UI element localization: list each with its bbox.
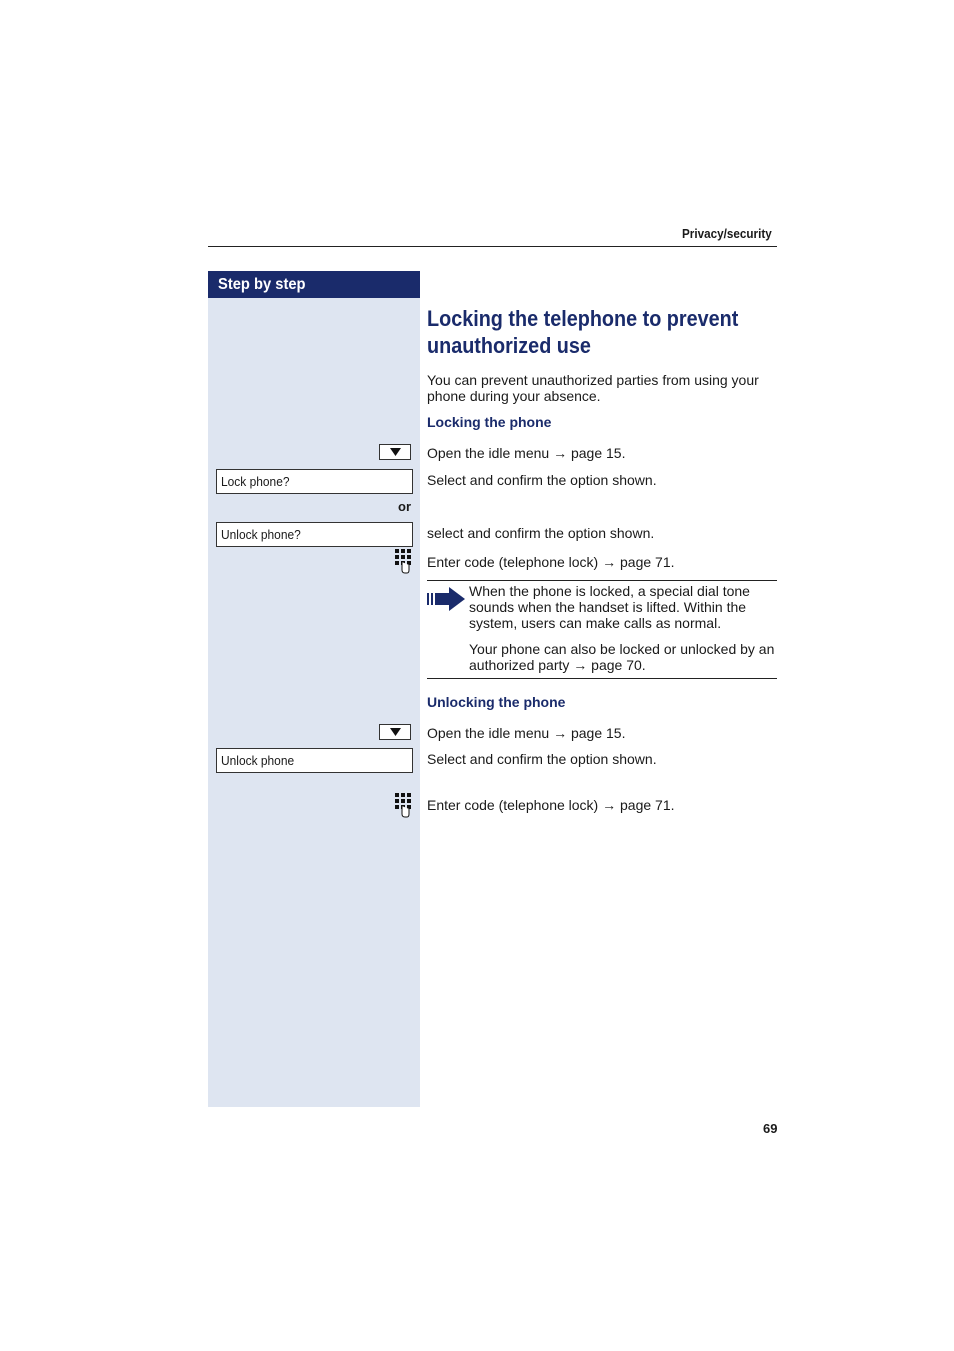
page-title-line2: unauthorized use — [427, 333, 591, 358]
note-paragraph-1 — [469, 583, 777, 631]
page-title — [427, 305, 777, 359]
note-arrow-icon — [427, 586, 465, 612]
step-by-step-sidebar — [208, 271, 420, 1107]
down-arrow-key-icon — [390, 448, 401, 456]
keypad-icon — [394, 548, 412, 574]
unlock-phone-option-label: Unlock phone? — [221, 527, 301, 542]
note-bottom-rule — [427, 678, 777, 679]
lock-phone-option[interactable] — [216, 469, 413, 494]
unlock-phone-option-2[interactable] — [216, 748, 413, 773]
note-p1-line3: system, users can make calls as normal. — [469, 615, 722, 631]
locking-step-select: Select and confirm the option shown. — [427, 472, 657, 488]
note-p2-line2: authorized party → page 70. — [469, 657, 646, 673]
page-number: 69 — [763, 1121, 778, 1136]
unlocking-step-select: Select and confirm the option shown. — [427, 751, 657, 767]
menu-down-key[interactable] — [379, 444, 411, 460]
intro-line1: You can prevent unauthorized parties from using your — [427, 372, 759, 388]
sidebar-title-text: Step by step — [218, 276, 306, 293]
note-top-rule — [427, 580, 777, 581]
note-p1-line2: sounds when the handset is lifted. Within the — [469, 599, 747, 615]
locking-step-open-menu: Open the idle menu → page 15. — [427, 445, 626, 461]
unlocking-heading: Unlocking the phone — [427, 694, 566, 710]
keypad-icon — [394, 792, 412, 818]
note-paragraph-2 — [469, 641, 777, 673]
sidebar-title — [208, 271, 420, 298]
unlocking-step-open-menu: Open the idle menu → page 15. — [427, 725, 626, 741]
unlock-phone-option[interactable] — [216, 522, 413, 547]
lock-phone-option-label: Lock phone? — [221, 474, 290, 489]
locking-heading: Locking the phone — [427, 414, 552, 430]
page-title-line1: Locking the telephone to prevent — [427, 306, 739, 331]
note-p1-line1: When the phone is locked, a special dial tone — [469, 583, 750, 599]
unlock-phone-option-2-label: Unlock phone — [221, 753, 295, 768]
locking-step-enter-code: Enter code (telephone lock) → page 71. — [427, 554, 675, 570]
intro-paragraph — [427, 372, 759, 404]
or-label: or — [398, 499, 411, 514]
menu-down-key-2[interactable] — [379, 724, 411, 740]
intro-line2: phone during your absence. — [427, 388, 601, 404]
locking-step-select-alt: select and confirm the option shown. — [427, 525, 655, 541]
note-p2-line1: Your phone can also be locked or unlocked by an — [469, 641, 775, 657]
down-arrow-key-icon — [390, 728, 401, 736]
section-header: Privacy/security — [682, 226, 772, 241]
unlocking-step-enter-code: Enter code (telephone lock) → page 71. — [427, 797, 675, 813]
header-divider — [208, 246, 777, 247]
